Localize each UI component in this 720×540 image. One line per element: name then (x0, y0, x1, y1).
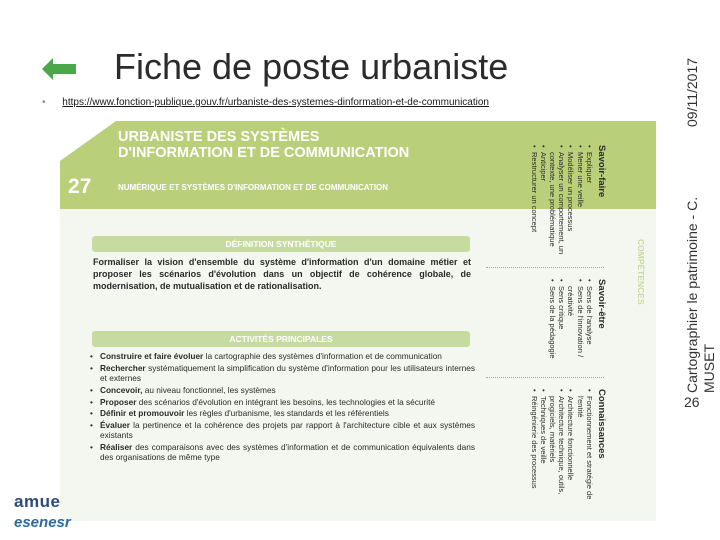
job-sheet-image (60, 121, 656, 521)
list-item: • Techniques de veille (539, 389, 548, 517)
list-item: • Anticiper (539, 145, 548, 263)
slide-author: Cartographier le patrimoine - C. MUSET (684, 196, 717, 393)
list-item: • Architecture fonctionnelle (566, 389, 575, 517)
list-item: • Fonctionnement et stratégie de l'entité (575, 389, 593, 517)
slide-title: Fiche de poste urbaniste (114, 46, 509, 87)
connaissances-column (529, 389, 606, 517)
link-row (42, 97, 489, 108)
doc-family: NUMÉRIQUE ET SYSTÈMES D'INFORMATION ET DE COMMUNICATION (118, 183, 389, 192)
bullet: • (42, 97, 46, 108)
list-item: • Réaliser des comparaisons avec des systèmes d'information et de communication équivalents dans des organisations de même type (90, 442, 475, 463)
list-item: • Restructurer un concept (529, 145, 538, 263)
list-item: • Modéliser un processus (566, 145, 575, 263)
savoir-faire-title: Savoir-faire (596, 145, 607, 198)
list-item: • Architecture technique, outils, progiciels, matériels (548, 389, 566, 517)
list-item: • Rechercher systématiquement la simplification du système d'information pour les utilisateurs internes et externes (90, 363, 475, 384)
activities-heading: ACTIVITÉS PRINCIPALES (92, 331, 470, 347)
amue-logo: amue (14, 492, 61, 511)
slide-date: 09/11/2017 (684, 57, 700, 127)
esenesr-logo: esenesr (14, 514, 71, 531)
list-item: • Mener une veille (575, 145, 584, 263)
list-item: • Évaluer la pertinence et la cohérence des projets par rapport à l'architecture cible et aux systèmes existants (90, 420, 475, 441)
list-item: • Réingénierie des processus (529, 389, 538, 517)
list-item: • Sens de l'innovation / créativité (566, 279, 584, 379)
source-link[interactable]: https://www.fonction-publique.gouv.fr/urbaniste-des-systemes-dinformation-et-de-communication (62, 97, 489, 108)
activities-list (90, 351, 475, 464)
divider (486, 377, 604, 378)
back-arrow-icon[interactable] (42, 58, 76, 80)
list-item: • Proposer des scénarios d'évolution en intégrant les besoins, les technologies et la sécurité (90, 397, 475, 407)
savoir-etre-column (548, 279, 606, 379)
list-item: • Sens de l'analyse (585, 279, 594, 379)
list-item: • Construire et faire évoluer la cartographie des systèmes d'information et de communication (90, 351, 475, 361)
connaissances-title: Connaissances (596, 389, 607, 459)
list-item: • Concevoir, au niveau fonctionnel, les systèmes (90, 385, 475, 395)
competences-label: COMPÉTENCES (636, 239, 646, 305)
savoir-etre-title: Savoir-être (596, 279, 607, 329)
list-item: • Analyser un comportement, un contexte, une problématique (548, 145, 566, 263)
definition-text: Formaliser la vision d'ensemble du système d'information d'un domaine métier et proposer les scénarios d'évolution dans un objectif de cohérence globale, de modernisation, de mutualisation et de rationalisation. (93, 257, 471, 291)
list-item: • Expliquer (585, 145, 594, 263)
doc-header-title: URBANISTE DES SYSTÈMES D'INFORMATION ET DE COMMUNICATION (118, 129, 410, 161)
list-item: • Sens de la pédagogie (548, 279, 557, 379)
competences-panel (484, 131, 646, 519)
divider (486, 267, 604, 268)
list-item: • Sens critique (557, 279, 566, 379)
definition-heading: DÉFINITION SYNTHÉTIQUE (92, 236, 470, 252)
page-number: 26 (684, 394, 700, 410)
list-item: • Définir et promouvoir les règles d'urbanisme, les standards et les référentiels (90, 408, 475, 418)
doc-number: 27 (68, 175, 92, 198)
savoir-faire-column (529, 145, 606, 263)
